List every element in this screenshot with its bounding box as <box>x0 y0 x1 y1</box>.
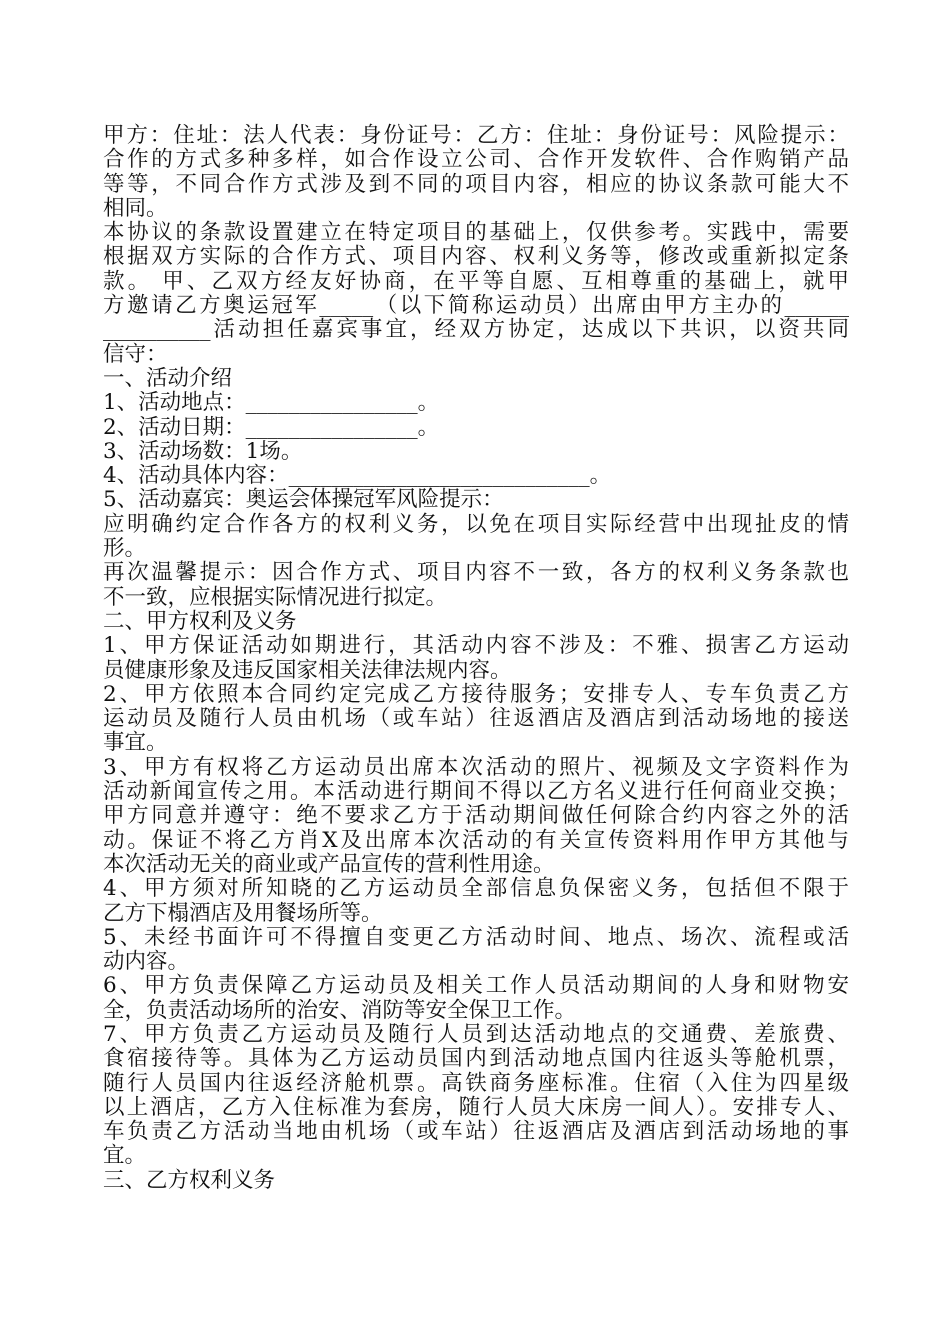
text-line: 5、未经书面许可不得擅自变更乙方活动时间、地点、场次、流程或活 <box>103 924 849 950</box>
text-line: 5、活动嘉宾：奥运会体操冠军风险提示： <box>103 487 504 513</box>
text-line: 形。 <box>103 536 147 562</box>
text-line: 6、甲方负责保障乙方运动员及相关工作人员活动期间的人身和财物安 <box>103 973 849 999</box>
text-line: 2、甲方依照本合同约定完成乙方接待服务；安排专人、专车负责乙方 <box>103 681 849 707</box>
text-line: 1、活动地点：________________。 <box>103 390 440 416</box>
text-line: 事宜。 <box>103 730 168 756</box>
text-line: 方邀请乙方奥运冠军_____（以下简称运动员）出席由甲方主办的______ <box>103 293 849 319</box>
document-body <box>103 124 849 1193</box>
text-line: 4、活动具体内容：____________________________。 <box>103 463 612 489</box>
text-line: 信守： <box>103 341 168 367</box>
text-line: 动。保证不将乙方肖X及出席本次活动的有关宣传资料用作甲方其他与 <box>103 827 849 853</box>
text-line: 员健康形象及违反国家相关法律法规内容。 <box>103 657 512 683</box>
text-line: 7、甲方负责乙方运动员及随行人员到达活动地点的交通费、差旅费、 <box>103 1021 849 1047</box>
section-heading: 二、甲方权利及义务 <box>103 608 297 634</box>
text-line: 乙方下榻酒店及用餐场所等。 <box>103 900 383 926</box>
text-line: 车负责乙方活动当地由机场（或车站）往返酒店及酒店到活动场地的事 <box>103 1119 849 1145</box>
text-line: 不一致，应根据实际情况进行拟定。 <box>103 584 448 610</box>
text-line: 甲方：住址：法人代表：身份证号：乙方：住址：身份证号：风险提示： <box>103 123 849 148</box>
text-line: 再次温馨提示：因合作方式、项目内容不一致，各方的权利义务条款也 <box>103 560 849 586</box>
text-line: 应明确约定合作各方的权利义务，以免在项目实际经营中出现扯皮的情 <box>103 511 849 537</box>
text-line: 2、活动日期：________________。 <box>103 414 440 440</box>
text-line: 3、活动场数：1场。 <box>103 438 303 464</box>
text-line: 宜。 <box>103 1143 147 1169</box>
text-line: 全，负责活动场所的治安、消防等安全保卫工作。 <box>103 997 577 1023</box>
text-line: 款。 甲、乙双方经友好协商，在平等自愿、互相尊重的基础上，就甲 <box>103 268 849 294</box>
text-line: 1、甲方保证活动如期进行，其活动内容不涉及：不雅、损害乙方运动 <box>103 633 849 659</box>
text-line: 3、甲方有权将乙方运动员出席本次活动的照片、视频及文字资料作为 <box>103 754 849 780</box>
text-line: 根据双方实际的合作方式、项目内容、权利义务等，修改或重新拟定条 <box>103 244 849 270</box>
text-line: 合作的方式多种多样，如合作设立公司、合作开发软件、合作购销产品 <box>103 147 849 173</box>
text-line: 运动员及随行人员由机场（或车站）往返酒店及酒店到活动场地的接送 <box>103 706 849 732</box>
section-heading: 一、活动介绍 <box>103 365 233 391</box>
text-line: 动内容。 <box>103 949 190 975</box>
text-line: 本协议的条款设置建立在特定项目的基础上，仅供参考。实践中，需要 <box>103 220 849 246</box>
text-line: 以上酒店，乙方入住标准为套房，随行人员大床房一间人）。安排专人、 <box>103 1094 849 1120</box>
text-line: 4、甲方须对所知晓的乙方运动员全部信息负保密义务，包括但不限于 <box>103 876 849 902</box>
text-line: 随行人员国内往返经济舱机票。高铁商务座标准。住宿（入住为四星级 <box>103 1070 849 1096</box>
section-heading: 三、乙方权利义务 <box>103 1167 276 1193</box>
text-line: __________活动担任嘉宾事宜，经双方协定，达成以下共识，以资共同 <box>103 317 849 343</box>
text-line: 相同。 <box>103 195 168 221</box>
text-line: 食宿接待等。具体为乙方运动员国内到活动地点国内往返头等舱机票， <box>103 1046 849 1072</box>
text-line: 本次活动无关的商业或产品宣传的营利性用途。 <box>103 851 555 877</box>
text-line: 等等，不同合作方式涉及到不同的项目内容，相应的协议条款可能大不 <box>103 171 849 197</box>
text-line: 甲方同意并遵守：绝不要求乙方于活动期间做任何除合约内容之外的活 <box>103 803 849 829</box>
text-line: 活动新闻宣传之用。本活动进行期间不得以乙方名义进行任何商业交换； <box>103 779 849 805</box>
